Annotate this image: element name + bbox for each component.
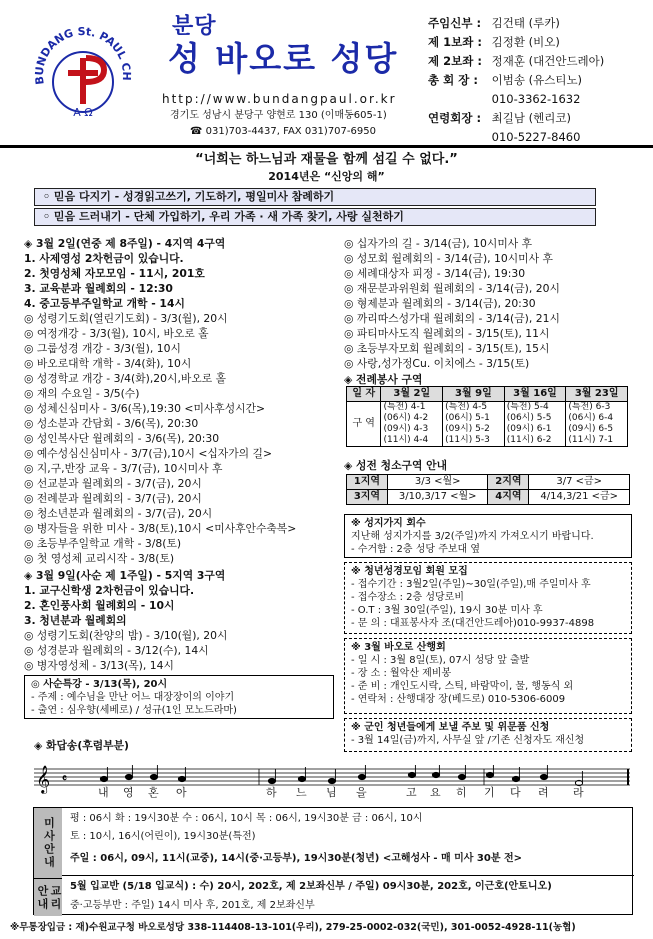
music-note (540, 774, 547, 779)
list-item: ◎ 바오로대학 개학 - 3/4(화), 10시 (24, 357, 192, 370)
list-item: ◎ 성경분과 월례회의 - 3/12(수), 14시 (24, 644, 209, 657)
year-motto: 2014년은 “신앙의 해” (268, 170, 385, 183)
list-item: ◎ 초등부주일학교 개학 - 3/8(토) (24, 537, 182, 550)
music-note (150, 774, 157, 779)
music-note (100, 776, 107, 781)
list-item: ◎ 지,구,반장 교육 - 3/7(금), 10시미사 후 (24, 462, 223, 475)
table-header: 3월 2일 (381, 387, 443, 402)
lyric-syllable: 히 (456, 786, 467, 799)
logo-ring-text: BUNDANG St. PAUL CH (32, 25, 134, 86)
list-item: ◎ 사랑,성가정Cu. 이치에스 - 3/15(토) (344, 357, 530, 370)
staff-row: 연령회장 : 최길남 (헨리코) (428, 111, 571, 125)
banner-2: ◦ 믿음 드러내기 - 단체 가입하기, 우리 가족 · 새 가족 찾기, 사랑 실천하기 (34, 208, 596, 226)
music-note (432, 772, 439, 777)
staff-row: 010-3362-1632 (491, 92, 581, 106)
section-heading: ◈ 전례봉사 구역 (344, 373, 423, 386)
list-item: ◎ 청소년분과 월례회의 - 3/7(금), 20시 (24, 507, 213, 520)
list-item: ◎ 성체신심미사 - 3/6(목),19:30 <미사후성시간> (24, 402, 266, 415)
list-item: ◎ 예수성심신심미사 - 3/7(금),10시 <십자가의 길> (24, 447, 272, 460)
list-item: ◎ 첫 영성체 교리시작 - 3/8(토) (24, 552, 175, 565)
music-note (512, 776, 519, 781)
list-item: ◎ 형제분과 월례회의 - 3/14(금), 20:30 (344, 297, 536, 310)
bank-transfer-info: ※무통장입금 : 재)수원교구청 바오로성당 338-114408-13-101(우리), 279-25-0002-032(국민), 301-0052-4928-11(농협) (10, 922, 576, 933)
list-item: 4. 중고등부주일학교 개학 - 14시 (24, 297, 185, 310)
table-header: 3월 23일 (566, 387, 628, 402)
list-item: ◎ 성인복사단 월례회의 - 3/6(목), 20:30 (24, 432, 220, 445)
list-item: ◎ 전례분과 월례회의 - 3/7(금), 20시 (24, 492, 202, 505)
staff-list (428, 14, 604, 147)
catechism-line: 5월 입교반 (5/18 입교식) : 수) 20시, 202호, 제 2보좌신부 / 주일) 09시30분, 202호, 이근호(안토니오) (70, 881, 552, 892)
lecture-box (24, 675, 334, 719)
parish-name: 성 바오로 성당 (168, 39, 399, 78)
list-item: ◎ 그룹성경 개강 - 3/3(월), 10시 (24, 342, 181, 355)
list-item: 3. 교육분과 월례회의 - 12:30 (24, 282, 173, 295)
section-heading: ◈ 3월 9일(사순 제 1주일) - 5지역 3구역 (24, 569, 226, 582)
divider (0, 145, 653, 148)
right-column-events (344, 236, 636, 387)
svg-text:𝄴: 𝄴 (62, 772, 67, 785)
list-item: 1. 사제영성 2차헌금이 있습니다. (24, 252, 184, 265)
clean-table: 1지역 3/3 <월> 2지역 3/7 <금> 3지역 3/10,3/17 <월> 4지역 4/14,3/21 <금> (346, 474, 630, 505)
staff-row: 총 회 장 : 이범송 (유스티노) (428, 73, 583, 87)
mass-line: 토 : 10시, 16시(어린이), 19시30분(특전) (70, 831, 256, 842)
mass-line: 평 : 06시 화 : 19시30분 수 : 06시, 10시 목 : 06시, 19시30분 금 : 06시, 10시 (70, 813, 423, 824)
lyric-syllable: 하 (266, 786, 277, 799)
notice-soldiers: ※ 군인 청년들에게 보낼 주보 및 위문품 신청 - 3월 14일(금)까지, 사무실 앞 /기존 신청자도 재신청 (344, 718, 632, 752)
list-item: ◎ 병자들을 위한 미사 - 3/8(토),10시 <미사후안수축복> (24, 522, 297, 535)
banner-1: ◦ 믿음 다지기 - 성경읽고쓰기, 기도하기, 평일미사 참례하기 (34, 188, 596, 206)
staff-row: 주임신부 : 김건태 (루카) (428, 16, 560, 30)
lyric-syllable: 을 (356, 786, 367, 799)
lyric-syllable: 아 (176, 786, 187, 799)
table-header: 3월 16일 (504, 387, 566, 402)
clean-heading: ◈ 성전 청소구역 안내 (344, 459, 448, 472)
lyric-syllable: 기 (484, 786, 495, 799)
left-column-week1 (24, 236, 342, 566)
lecture-line: - 출연 : 심우향(세베로) / 성규(1인 모노드라마) (31, 705, 237, 716)
mass-schedule (33, 807, 633, 915)
mass-line: 주일 : 06시, 09시, 11시(교중), 14시(중·고등부), 19시30분(청년) <고해성사 - 매 미사 30분 전> (70, 853, 523, 864)
section-heading: ◈ 3월 2일(연중 제 8주일) - 4지역 4구역 (24, 237, 226, 250)
music-note (268, 778, 275, 783)
lyric-syllable: 다 (510, 786, 521, 799)
notice-hiking-club: ※ 3월 바오로 산행회 - 일 시 : 3월 8일(토), 07시 성당 앞 출발 - 장 소 : 월악산 제비봉 - 준 비 : 개인도시락, 스틱, 바람막이, 물, 행동식 외 - 연락처 : 산행대장 장(베드로) 010-5306-6009 (344, 638, 632, 714)
lecture-line: - 주제 : 예수님을 만난 어느 대장장이의 이야기 (31, 692, 235, 703)
staff-row: 010-5227-8460 (491, 130, 581, 144)
list-item: ◎ 십자가의 길 - 3/14(금), 10시미사 후 (344, 237, 533, 250)
list-item: ◎ 성령기도회(열린기도회) - 3/3(월), 20시 (24, 312, 228, 325)
notice-palm-branches: ※ 성지가지 회수 지난해 성지가지를 3/2(주일)까지 가져오시기 바랍니다. - 수거함 : 2층 성당 주보대 옆 (344, 514, 632, 558)
list-item: ◎ 성모회 월례회의 - 3/14(금), 10시미사 후 (344, 252, 553, 265)
staff-row: 제 1보좌 : 김정환 (비오) (428, 35, 560, 49)
list-item: ◎ 성령기도회(찬양의 밤) - 3/10(월), 20시 (24, 629, 228, 642)
catechism-line: 중·고등부반 : 주일) 14시 미사 후, 201호, 제 2보좌신부 (70, 900, 315, 911)
list-item: ◎ 세례대상자 피정 - 3/14(금), 19:30 (344, 267, 526, 280)
list-item: 2. 첫영성체 자모모임 - 11시, 201호 (24, 267, 205, 280)
lyric-syllable: 내 (98, 786, 109, 799)
list-item: ◎ 까리따스성가대 월례회의 - 3/14(금), 21시 (344, 312, 560, 325)
lyric-syllable: 느 (296, 786, 307, 799)
lecture-title: ◎ 사순특강 - 3/13(목), 20시 (31, 679, 168, 690)
address: 경기도 성남시 분당구 양현로 130 (이매동605-1) (170, 110, 387, 121)
lyric-syllable: 님 (326, 786, 337, 799)
music-note (298, 776, 305, 781)
row-label: 구 역 (347, 401, 381, 446)
treble-clef-icon: 𝄞 (36, 765, 51, 793)
website-link[interactable]: http://www.bundangpaul.or.kr (162, 92, 397, 106)
list-item: 3. 청년분과 월례회의 (24, 614, 127, 627)
lyrics-row (34, 787, 630, 803)
lyric-syllable: 려 (538, 786, 549, 799)
table-header: 일 자 (347, 387, 381, 402)
mass-side-label: 미사안내 (34, 808, 62, 878)
weekly-quote: “너희는 하느님과 재물을 함께 섬길 수 없다.” (195, 152, 458, 167)
music-note (486, 772, 493, 777)
list-item: ◎ 여정개강 - 3/3(월), 10시, 바오로 홀 (24, 327, 209, 340)
lyric-syllable: 라 (573, 786, 584, 799)
left-column-week2 (24, 568, 342, 673)
list-item: ◎ 성경학교 개강 - 3/4(화),20시,바오로 홀 (24, 372, 227, 385)
church-logo (24, 14, 142, 136)
list-item: ◎ 병자영성체 - 3/13(목), 14시 (24, 659, 174, 672)
list-item: ◎ 선교분과 월례회의 - 3/7(금), 20시 (24, 477, 202, 490)
music-note (328, 778, 335, 783)
music-note (358, 774, 365, 779)
lyric-syllable: 고 (406, 786, 417, 799)
music-note (408, 772, 415, 777)
staff-row: 제 2보좌 : 정재훈 (대건안드레아) (428, 54, 605, 68)
parish-name-small: 분당 (172, 14, 217, 39)
list-item: ◎ 재의 수요일 - 3/5(수) (24, 387, 140, 400)
music-note (125, 774, 132, 779)
service-table: 일 자 3월 2일 3월 9일 3월 16일 3월 23일 구 역 (특전) 4-1 (06시) 4-2 (09시) 4-3 (11시) 4-4 (특전) 4-5 (06시) 5-1 (09시) 5-2 (11시) 5-3 (특전) 5-4 (06시) 5-5 (09시) 6-1 (11시) 6-2 (특전) 6-3 (06시) 6-4 (09시) 6-5 (11시) 7-1 (346, 386, 628, 447)
list-item: 1. 교구신학생 2차헌금이 있습니다. (24, 584, 195, 597)
list-item: ◎ 성소분과 간담회 - 3/6(목), 20:30 (24, 417, 199, 430)
phone-fax: ☎ 031)703-4437, FAX 031)707-6950 (190, 126, 376, 137)
logo-letters: Α Ω (73, 106, 93, 119)
list-item: ◎ 재문분과위원회 월례회의 - 3/14(금), 20시 (344, 282, 560, 295)
list-item: ◎ 파티마사도직 월례회의 - 3/15(토), 11시 (344, 327, 550, 340)
lyric-syllable: 영 (123, 786, 134, 799)
music-note (458, 774, 465, 779)
list-item: 2. 혼인풍사회 월례회의 - 10시 (24, 599, 175, 612)
catechism-side-label: 교리안내 (34, 878, 62, 916)
lyric-syllable: 요 (430, 786, 441, 799)
list-item: ◎ 초등부자모회 월례회의 - 3/15(토), 15시 (344, 342, 550, 355)
table-header: 3월 9일 (443, 387, 505, 402)
notice-youth-bible: ※ 청년성경모임 회원 모집 - 접수기간 : 3월2일(주일)~30일(주일),매 주일미사 후 - 접수장소 : 2층 성당로비 - O.T : 3월 30일(주일), 19시 30분 미사 후 - 문 의 : 대표봉사자 조(대건안드레아)010-9937-4898 (344, 562, 632, 634)
hymn-heading: ◈ 화답송(후렴부분) (34, 739, 129, 752)
lyric-syllable: 혼 (148, 786, 159, 799)
music-note (178, 776, 185, 781)
